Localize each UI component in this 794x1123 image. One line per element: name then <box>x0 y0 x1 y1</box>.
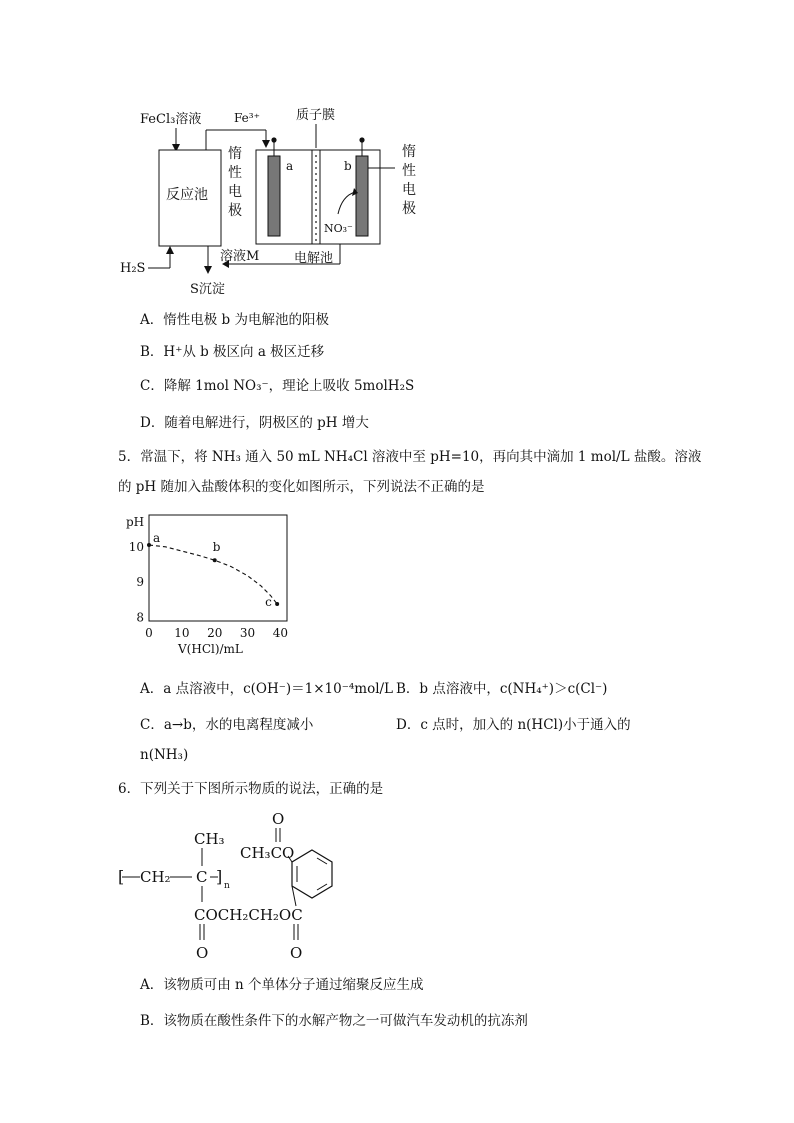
q6-stem: 6．下列关于下图所示物质的说法，正确的是 <box>118 781 384 797</box>
reactor-label: 反应池 <box>166 187 208 203</box>
carbonyl-o-left: O <box>196 944 209 962</box>
q6-option-a: A．该物质可由 n 个单体分子通过缩聚反应生成 <box>140 977 424 993</box>
fe3-label: Fe³⁺ <box>234 111 260 125</box>
nitrate-label: NO₃⁻ <box>324 222 353 235</box>
y-tick-label: 8 <box>136 610 144 625</box>
q5-option-d-cont: n(NH₃) <box>140 747 189 763</box>
polymer-structure <box>112 802 372 972</box>
point-label-b: b <box>212 540 221 555</box>
carbon-label: C <box>196 868 208 886</box>
x-tick-label: 40 <box>272 626 289 640</box>
point-a <box>147 543 151 547</box>
ph-titration-chart <box>120 506 310 658</box>
point-b <box>213 558 217 562</box>
bracket-right: ] <box>216 867 223 886</box>
y-axis-label: pH <box>126 515 145 529</box>
point-label-c: c <box>265 595 272 610</box>
right-electrode-label-3: 电 <box>402 182 416 198</box>
x-tick-label: 20 <box>207 626 223 640</box>
point-c <box>275 602 279 606</box>
q4-option-a: A．惰性电极 b 为电解池的阳极 <box>140 312 329 328</box>
q5-option-d: D．c 点时，加入的 n(HCl)小于通入的 <box>396 717 631 733</box>
q5-stem-line2: 的 pH 随加入盐酸体积的变化如图所示，下列说法不正确的是 <box>118 479 485 495</box>
carbonyl-o-right: O <box>290 944 303 962</box>
q5-option-b: B．b 点溶液中，c(NH₄⁺)＞c(Cl⁻) <box>396 681 608 697</box>
q5-option-c: C．a→b，水的电离程度减小 <box>140 717 314 733</box>
point-label-a: a <box>153 531 161 546</box>
electrode-a-label: a <box>286 159 294 173</box>
h2s-label: H₂S <box>120 261 146 276</box>
q6-option-b: B．该物质在酸性条件下的水解产物之一可做汽车发动机的抗冻剂 <box>140 1013 528 1029</box>
repeat-n: n <box>224 881 230 891</box>
y-tick-label: 10 <box>128 539 144 554</box>
q5-stem-line1: 5．常温下，将 NH₃ 通入 50 mL NH₄Cl 溶液中至 pH=10，再向其中滴加 1 mol/L 盐酸。溶液 <box>118 449 702 465</box>
benzene-ring <box>292 850 332 898</box>
q5-option-a: A．a 点溶液中，c(OH⁻)＝1×10⁻⁴mol/L <box>140 681 394 697</box>
y-tick-label: 9 <box>136 575 144 590</box>
electrode-a <box>268 156 280 236</box>
left-electrode-label-1: 惰 <box>228 146 242 162</box>
acetoxy-label: CH₃CO <box>240 844 295 862</box>
electrolysis-diagram <box>110 100 440 300</box>
proton-membrane <box>312 150 320 244</box>
solution-m-label: 溶液M <box>220 249 260 264</box>
cell-label: 电解池 <box>294 251 334 266</box>
ester-chain-label: COCH₂CH₂OC <box>194 906 303 924</box>
bracket-left: [ <box>118 867 125 886</box>
fecl3-label: FeCl₃溶液 <box>140 112 202 127</box>
methylene-label: CH₂ <box>140 868 171 886</box>
x-tick-label: 30 <box>239 626 256 640</box>
q4-option-c: C．降解 1mol NO₃⁻，理论上吸收 5molH₂S <box>140 378 415 394</box>
right-electrode-label-1: 惰 <box>402 144 416 160</box>
x-tick-label: 10 <box>174 626 190 640</box>
right-electrode-label-4: 极 <box>402 201 416 217</box>
q4-option-d: D．随着电解进行，阴极区的 pH 增大 <box>140 415 369 431</box>
methyl-label: CH₃ <box>194 830 225 848</box>
acetyl-o-top: O <box>272 810 285 828</box>
left-electrode-label-4: 极 <box>228 203 242 219</box>
left-electrode-label-3: 电 <box>228 184 242 200</box>
electrode-b-label: b <box>344 159 352 173</box>
left-electrode-label-2: 性 <box>228 165 242 181</box>
q4-option-b: B．H⁺从 b 极区向 a 极区迁移 <box>140 344 325 360</box>
x-tick-label: 0 <box>145 626 153 640</box>
electrode-b <box>356 156 368 236</box>
membrane-label: 质子膜 <box>296 108 336 123</box>
x-axis-label: V(HCl)/mL <box>178 642 243 656</box>
s-precipitate-label: S沉淀 <box>190 282 225 297</box>
right-electrode-label-2: 性 <box>402 163 416 179</box>
